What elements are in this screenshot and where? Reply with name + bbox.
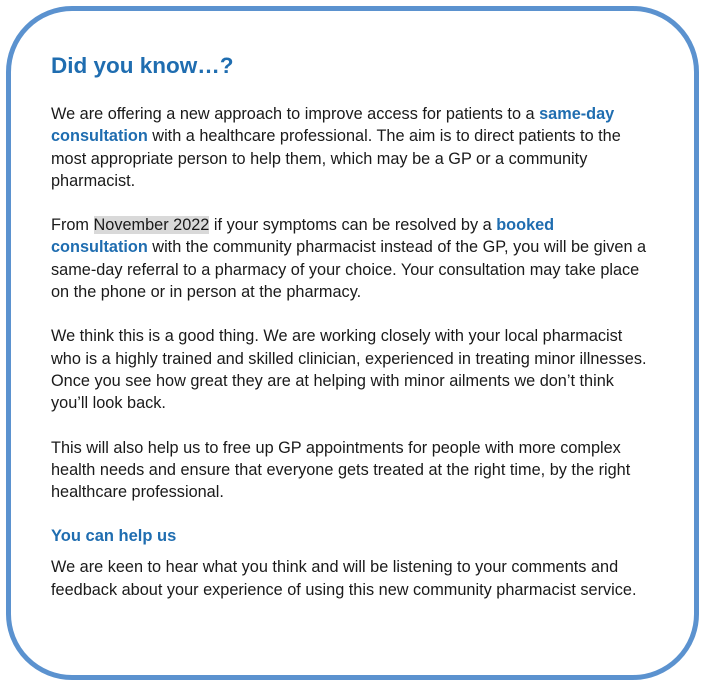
paragraph-access-text-2: with a healthcare professional. The aim is to direct patients to the most appropriate person to help them, which may be a GP or a community pharmacist.	[51, 127, 621, 190]
paragraph-referral-text-2: if your symptoms can be resolved by a	[209, 216, 497, 235]
booked-consultation-link[interactable]: booked consultation	[51, 216, 555, 257]
paragraph-feedback: We are keen to hear what you think and will be listening to your comments and feedback about your experience of using this new community pharmacist service.	[51, 558, 637, 599]
highlighted-date: November 2022	[93, 216, 210, 235]
same-day-consultation-link[interactable]: same-day consultation	[51, 105, 615, 146]
paragraph-referral	[51, 214, 651, 303]
paragraph-free-up: This will also help us to free up GP appointments for people with more complex health needs and ensure that everyone gets treated at the right time, by the right healthcare professional.	[51, 438, 631, 502]
paragraph-referral-text-1: From	[51, 216, 94, 235]
paragraph-referral-text-3: with the community pharmacist instead of the GP, you will be given a same-day referral to a pharmacy of your choice. Your consultation may take place on the phone or in person at the pharmacy.	[51, 238, 647, 302]
paragraph-good-thing: We think this is a good thing. We are working closely with your local pharmacist who is a highly trained and skilled clinician, experienced in treating minor illnesses. Once you see how great they are at helping with minor ailments we don’t think you’ll look back.	[51, 327, 647, 413]
paragraph-access	[51, 103, 651, 192]
card-subheading: You can help us	[51, 527, 177, 546]
paragraph-access-text-1: We are offering a new approach to improve access for patients to a	[51, 105, 540, 123]
info-content	[51, 52, 651, 601]
card-heading: Did you know…?	[51, 53, 234, 78]
